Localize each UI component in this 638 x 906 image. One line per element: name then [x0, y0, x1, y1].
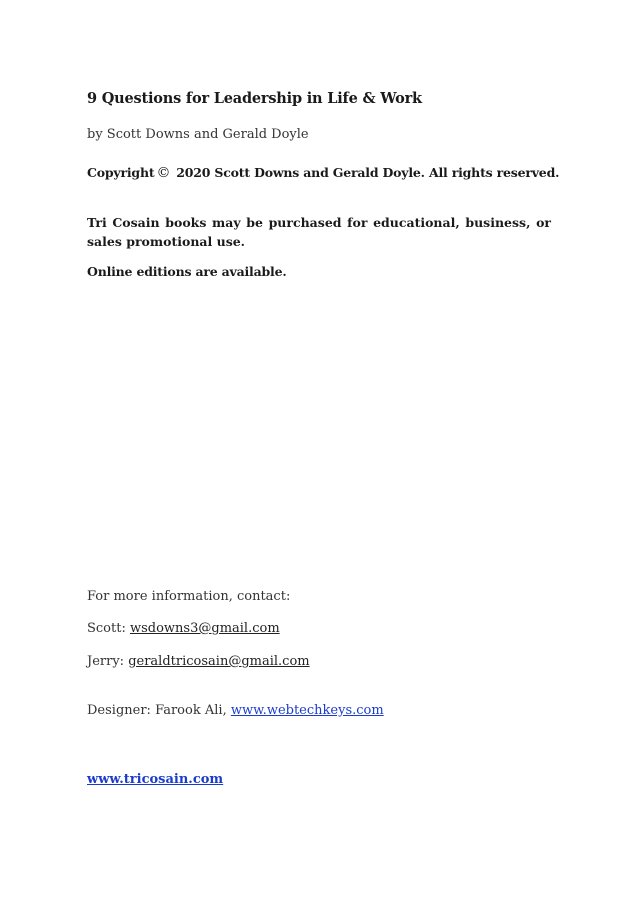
jerry-label: Jerry:: [87, 654, 125, 669]
copyright-symbol: ©: [156, 165, 171, 181]
copyright-text: 2020 Scott Downs and Gerald Doyle. All rights reserved.: [176, 165, 560, 180]
designer-label: Designer:: [87, 703, 151, 718]
contact-designer: [87, 703, 384, 718]
jerry-email-link[interactable]: geraldtricosain@gmail.com: [128, 654, 310, 669]
contact-heading: For more information, contact:: [87, 589, 291, 604]
contact-scott: [87, 621, 280, 636]
contact-jerry: [87, 654, 310, 669]
online-editions-note: Online editions are available.: [87, 264, 287, 279]
byline: by Scott Downs and Gerald Doyle: [87, 127, 309, 142]
designer-separator: ,: [222, 703, 227, 718]
purchase-note: Tri Cosain books may be purchased for educational, business, or sales promotional use.: [87, 215, 551, 249]
designer-name: Farook Ali: [155, 703, 223, 718]
book-title: 9 Questions for Leadership in Life & Work: [87, 90, 422, 107]
copyright-label: Copyright: [87, 165, 155, 180]
website-link[interactable]: www.tricosain.com: [87, 772, 224, 787]
copyright-line: [87, 165, 559, 181]
scott-email-link[interactable]: wsdowns3@gmail.com: [129, 621, 280, 636]
scott-label: Scott:: [87, 621, 126, 636]
designer-site-link[interactable]: www.webtechkeys.com: [230, 703, 384, 718]
